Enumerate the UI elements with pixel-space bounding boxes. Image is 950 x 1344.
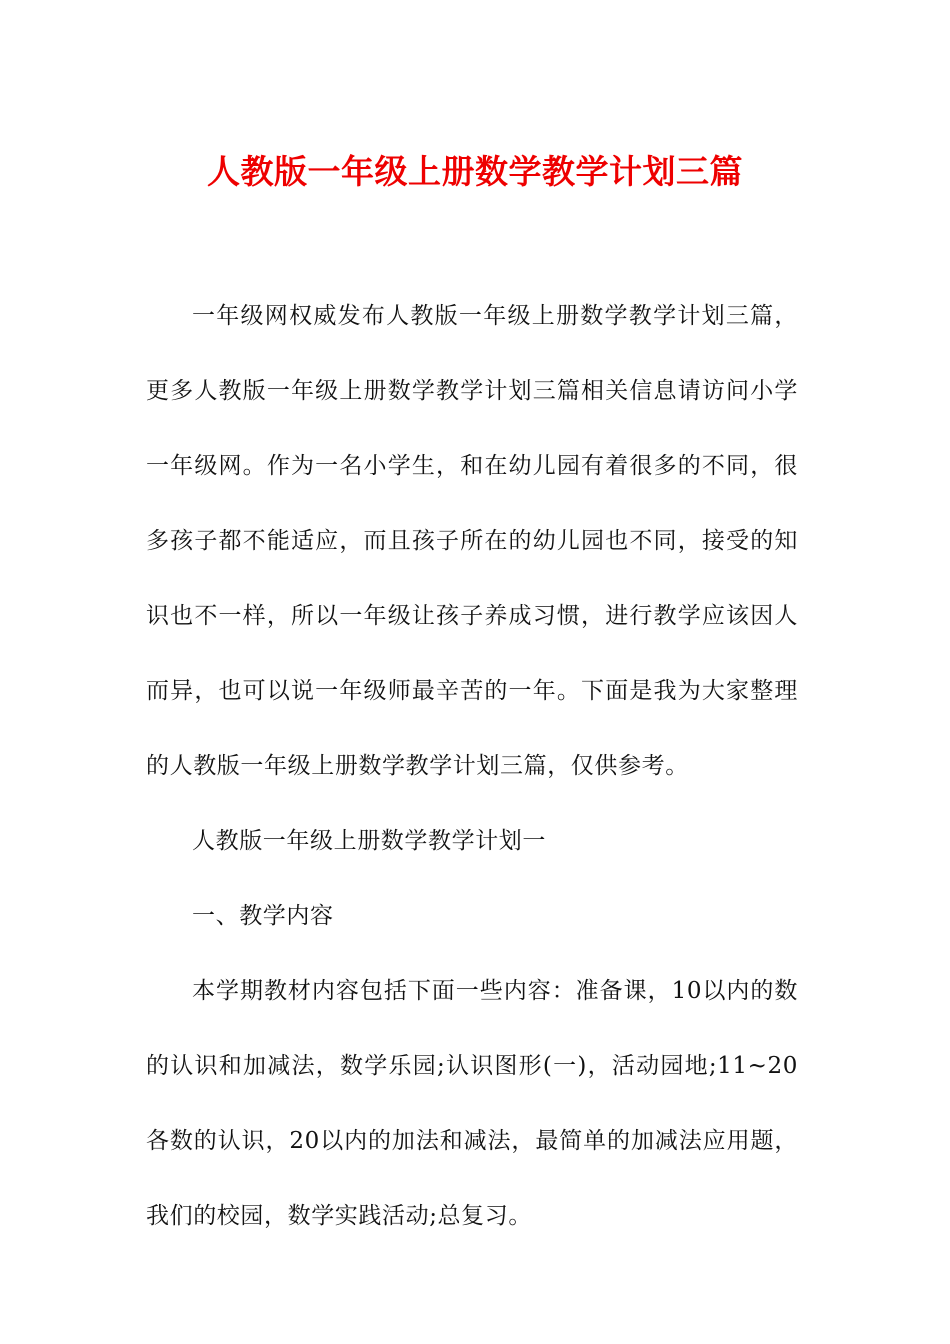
section-heading-plan-one: 人教版一年级上册数学教学计划一 — [192, 828, 546, 854]
document-title: 人教版一年级上册数学教学计划三篇 — [207, 152, 743, 191]
document-body — [146, 279, 798, 1254]
content-paragraph: 本学期教材内容包括下面一些内容：准备课，10以内的数的认识和加减法，数学乐园;认识图形(一)，活动园地;11~20各数的认识，20以内的加法和减法，最简单的加减法应用题，我们的校园，数学实践活动;总复习。 — [146, 978, 798, 1229]
intro-paragraph: 一年级网权威发布人教版一年级上册数学教学计划三篇，更多人教版一年级上册数学教学计划三篇相关信息请访问小学一年级网。作为一名小学生，和在幼儿园有着很多的不同，很多孩子都不能适应，而且孩子所在的幼儿园也不同，接受的知识也不一样，所以一年级让孩子养成习惯，进行教学应该因人而异，也可以说一年级师最辛苦的一年。下面是我为大家整理的人教版一年级上册数学教学计划三篇，仅供参考。 — [146, 303, 798, 779]
subheading-teaching-content: 一、教学内容 — [192, 903, 334, 929]
